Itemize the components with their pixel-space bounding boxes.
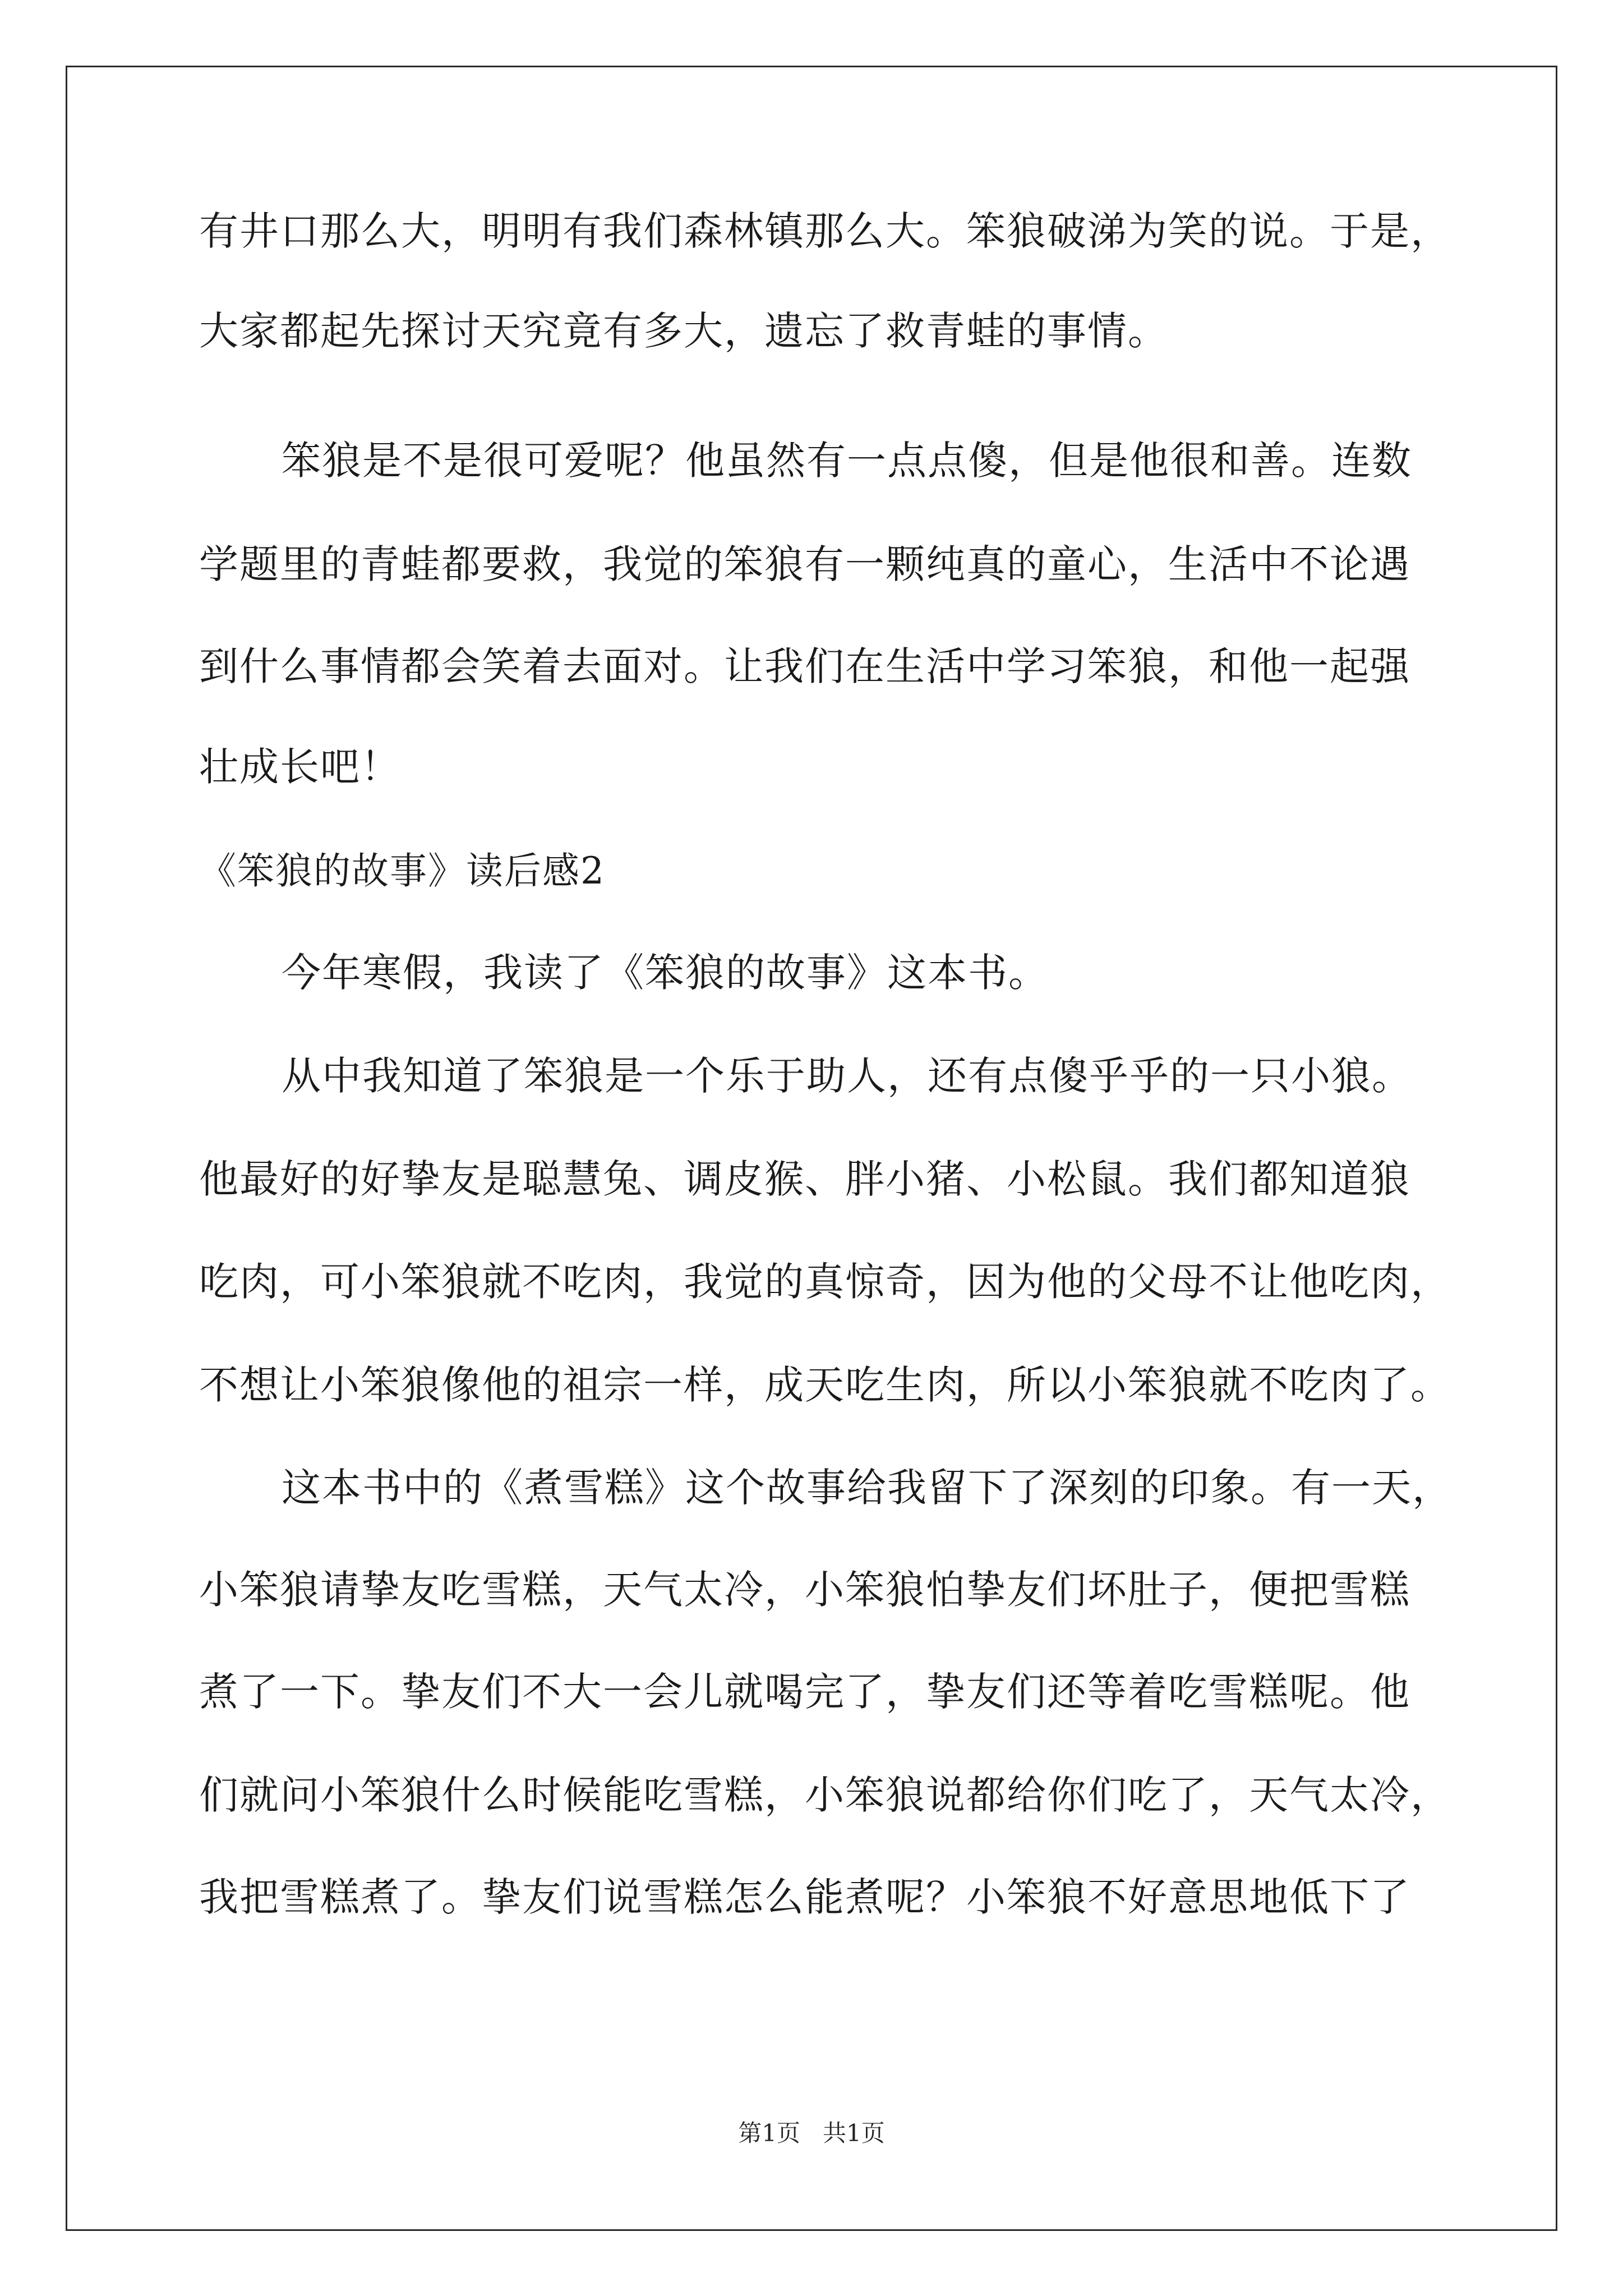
paragraph-line-12: 这本书中的《煮雪糕》这个故事给我留下了深刻的印象。有一天，: [282, 1465, 1453, 1511]
page-number-footer: 第1页 共1页: [738, 2119, 885, 2147]
paragraph-line-16: 我把雪糕煮了。挚友们说雪糕怎么能煮呢？小笨狼不好意思地低下了: [199, 1874, 1410, 1920]
paragraph-line-5: 到什么事情都会笑着去面对。让我们在生活中学习笨狼，和他一起强: [199, 643, 1410, 689]
paragraph-line-13: 小笨狼请挚友吃雪糕，天气太冷，小笨狼怕挚友们坏肚子，便把雪糕: [199, 1567, 1410, 1613]
paragraph-line-14: 煮了一下。挚友们不大一会儿就喝完了，挚友们还等着吃雪糕呢。他: [199, 1669, 1410, 1715]
paragraph-line-7: 今年寒假，我读了《笨狼的故事》这本书。: [282, 950, 1049, 996]
paragraph-line-1: 有井口那么大，明明有我们森林镇那么大。笨狼破涕为笑的说。于是，: [199, 208, 1451, 254]
paragraph-line-6: 壮成长吧！: [199, 744, 401, 790]
paragraph-line-4: 学题里的青蛙都要救，我觉的笨狼有一颗纯真的童心，生活中不论遇: [199, 541, 1410, 587]
paragraph-line-2: 大家都起先探讨天究竟有多大，遗忘了救青蛙的事情。: [199, 308, 1168, 354]
paragraph-line-9: 他最好的好挚友是聪慧兔、调皮猴、胖小猪、小松鼠。我们都知道狼: [199, 1156, 1410, 1202]
paragraph-line-11: 不想让小笨狼像他的祖宗一样，成天吃生肉，所以小笨狼就不吃肉了。: [199, 1362, 1451, 1408]
paragraph-line-10: 吃肉，可小笨狼就不吃肉，我觉的真惊奇，因为他的父母不让他吃肉，: [199, 1259, 1451, 1305]
paragraph-line-8: 从中我知道了笨狼是一个乐于助人，还有点傻乎乎的一只小狼。: [282, 1053, 1412, 1099]
section-heading: 《笨狼的故事》读后感2: [199, 849, 605, 892]
paragraph-line-3: 笨狼是不是很可爱呢？他虽然有一点点傻，但是他很和善。连数: [282, 438, 1412, 484]
paragraph-line-15: 们就问小笨狼什么时候能吃雪糕，小笨狼说都给你们吃了，天气太冷，: [199, 1772, 1451, 1818]
